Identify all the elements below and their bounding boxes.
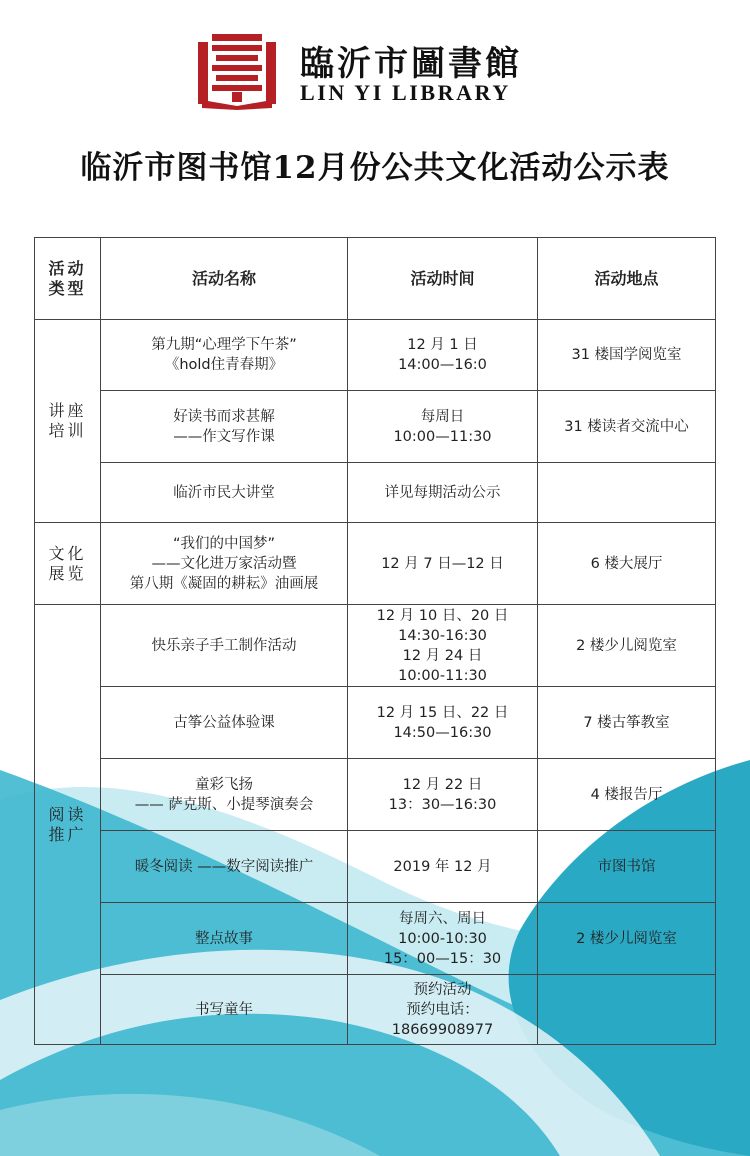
activity-time: 12 月 7 日—12 日	[348, 523, 538, 605]
activity-place: 31 楼读者交流中心	[538, 391, 716, 463]
library-logo-icon	[198, 34, 276, 110]
header-time: 活动时间	[348, 238, 538, 320]
table-row	[35, 975, 716, 1045]
table-row	[35, 463, 716, 523]
activity-place	[538, 463, 716, 523]
activity-time: 详见每期活动公示	[348, 463, 538, 523]
activity-place: 6 楼大展厅	[538, 523, 716, 605]
activity-place: 2 楼少儿阅览室	[538, 903, 716, 975]
category-exhibit: 文化 展览	[35, 523, 101, 605]
activity-name: 暖冬阅读 ——数字阅读推广	[101, 831, 348, 903]
logo-english-name: LIN YI LIBRARY	[300, 80, 511, 105]
activity-place: 市图书馆	[538, 831, 716, 903]
activity-place: 4 楼报告厅	[538, 759, 716, 831]
activity-name: 整点故事	[101, 903, 348, 975]
activity-name: 童彩飞扬 —— 萨克斯、小提琴演奏会	[101, 759, 348, 831]
table-row	[35, 605, 716, 687]
table-row	[35, 687, 716, 759]
activity-name: 快乐亲子手工制作活动	[101, 605, 348, 687]
header-name: 活动名称	[101, 238, 348, 320]
activity-time: 2019 年 12 月	[348, 831, 538, 903]
activity-time: 每周六、周日 10:00-10:30 15：00—15：30	[348, 903, 538, 975]
activity-name: 第九期“心理学下午茶” 《hold住青春期》	[101, 320, 348, 391]
table-row	[35, 391, 716, 463]
page-title: 临沂市图书馆12月份公共文化活动公示表	[80, 150, 670, 186]
table-row	[35, 523, 716, 605]
category-lecture: 讲座 培训	[35, 320, 101, 523]
table-row	[35, 759, 716, 831]
activity-name: 好读书而求甚解 ——作文写作课	[101, 391, 348, 463]
activity-time: 12 月 1 日 14:00—16:0	[348, 320, 538, 391]
activity-time: 12 月 15 日、22 日 14:50—16:30	[348, 687, 538, 759]
activity-place: 2 楼少儿阅览室	[538, 605, 716, 687]
table-header-row	[35, 238, 716, 320]
table-row	[35, 320, 716, 391]
table-row	[35, 831, 716, 903]
header-place: 活动地点	[538, 238, 716, 320]
logo-chinese-name: 臨沂市圖書館	[300, 44, 522, 84]
activity-time: 12 月 10 日、20 日 14:30-16:30 12 月 24 日 10:00-11:30	[348, 605, 538, 687]
activity-schedule-table	[34, 237, 716, 1045]
activity-time: 12 月 22 日 13：30—16:30	[348, 759, 538, 831]
activity-name: 古筝公益体验课	[101, 687, 348, 759]
table-row	[35, 903, 716, 975]
activity-place: 7 楼古筝教室	[538, 687, 716, 759]
activity-name: 临沂市民大讲堂	[101, 463, 348, 523]
activity-name: “我们的中国梦” ——文化进万家活动暨 第八期《凝固的耕耘》油画展	[101, 523, 348, 605]
activity-place	[538, 975, 716, 1045]
activity-place: 31 楼国学阅览室	[538, 320, 716, 391]
library-header	[0, 28, 750, 108]
activity-time: 每周日 10:00—11:30	[348, 391, 538, 463]
header-type: 活动 类型	[35, 238, 101, 320]
category-reading: 阅读 推广	[35, 605, 101, 1045]
activity-name: 书写童年	[101, 975, 348, 1045]
activity-time: 预约活动 预约电话： 18669908977	[348, 975, 538, 1045]
